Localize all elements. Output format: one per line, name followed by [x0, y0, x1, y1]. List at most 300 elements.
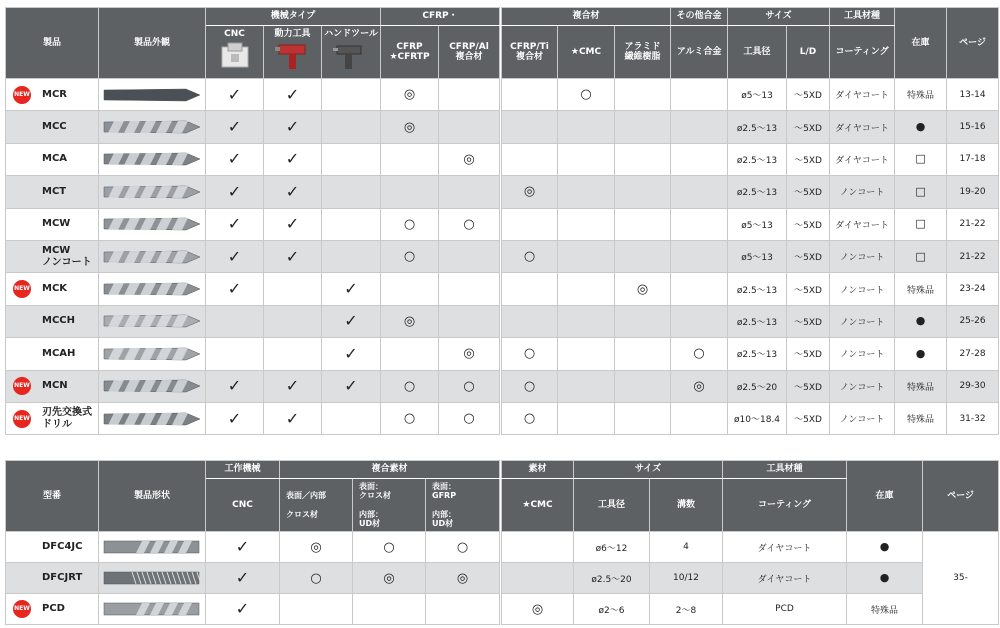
cell-cnc: [206, 402, 264, 434]
model-image-cell: [99, 563, 206, 594]
cell-cfrp-ti: [502, 79, 558, 111]
cell-aramid: [615, 402, 671, 434]
stock-value: 特殊品: [907, 91, 935, 102]
cell-diameter: ø2.5～13: [728, 111, 787, 143]
cell-page: 23-24: [947, 273, 999, 305]
mark-cfrp-al: ◎: [463, 346, 475, 362]
cell-coating: ダイヤコート: [830, 143, 895, 175]
cell-ld: ～5XD: [787, 143, 830, 175]
table-row: [6, 370, 500, 402]
cell-cnc: [206, 273, 264, 305]
cell-aramid: [615, 273, 671, 305]
header-tool-material: 工具材種: [830, 8, 895, 26]
header-cmc-2: ★CMC: [502, 479, 574, 532]
header-tool-material-2: 工具材種: [723, 461, 847, 479]
mark-power: ✓: [285, 149, 300, 169]
mark-power: ✓: [285, 181, 300, 201]
cell-power: [264, 305, 322, 337]
product-name: MCT: [42, 185, 67, 197]
cell-diameter: ø2.5～13: [728, 338, 787, 370]
mark-cnc: ✓: [227, 214, 242, 234]
product-name: MCN: [42, 380, 68, 392]
table-row: [6, 79, 500, 111]
product-name-cell: [6, 111, 99, 143]
header-machine-type: 機械タイプ: [206, 8, 381, 26]
cell-coating: ノンコート: [830, 402, 895, 434]
cell-cfrp-ti: [502, 208, 558, 240]
stock-value: ●: [915, 314, 926, 328]
cell-c3: [426, 563, 500, 594]
cell-cfrp-ti: [502, 240, 558, 272]
header-cfrp-cfrtp: CFRP ★CFRTP: [381, 26, 439, 79]
cell-cmc: [502, 563, 574, 594]
cell-power: [264, 370, 322, 402]
mark-cfrp: ○: [403, 378, 416, 394]
mark-cfrp-ti: ○: [523, 249, 536, 265]
product-name-cell: [6, 176, 99, 208]
cell-cnc: [206, 370, 264, 402]
drill-image: [102, 410, 202, 428]
header-cnc-2: CNC: [206, 479, 280, 532]
cell-hand: [322, 370, 381, 402]
mark-c2: ○: [383, 539, 395, 555]
stock-value: ●: [879, 571, 890, 584]
header-stock: 在庫: [895, 8, 947, 79]
cell-page: 21-22: [947, 240, 999, 272]
cell-cfrp-ti: [502, 143, 558, 175]
new-badge: NEW: [13, 377, 31, 395]
router-table-right: [501, 460, 999, 625]
cell-alu: [671, 305, 728, 337]
drill-image: [102, 86, 202, 104]
header-surface-cross-inner-ud: 表面： クロス材 内部： UD材: [353, 479, 426, 532]
header-hand-tool-label: ハンドツール: [324, 29, 378, 39]
mark-alu: ○: [693, 346, 705, 362]
cell-c2: [353, 532, 426, 563]
cell-page: 19-20: [947, 176, 999, 208]
product-name-cell: [6, 208, 99, 240]
product-name: MCA: [42, 153, 68, 165]
cell-c1: [280, 563, 353, 594]
cell-diameter: ø5～13: [728, 79, 787, 111]
new-badge: NEW: [13, 410, 31, 428]
cell-cnc: [206, 594, 280, 625]
product-image-cell: [99, 79, 206, 111]
router-image: [102, 569, 202, 587]
stock-value: 特殊品: [907, 382, 935, 393]
cell-cnc: [206, 338, 264, 370]
stock-value: ●: [879, 540, 890, 553]
cell-page: 35-: [923, 532, 999, 625]
cell-page: 15-16: [947, 111, 999, 143]
cell-flutes: 4: [650, 532, 723, 563]
stock-value: 特殊品: [870, 605, 898, 616]
table-row: [502, 370, 999, 402]
drill-image: [102, 150, 202, 168]
mark-cfrp-al: ○: [463, 378, 475, 394]
cell-c1: [280, 594, 353, 625]
mark-c1: ◎: [310, 539, 322, 555]
cell-page: 29-30: [947, 370, 999, 402]
mark-hand: ✓: [344, 279, 358, 299]
cell-aramid: [615, 370, 671, 402]
cell-alu: [671, 273, 728, 305]
cell-ld: ～5XD: [787, 111, 830, 143]
cell-cfrp: [381, 143, 439, 175]
header-cfrp-group: CFRP・: [381, 8, 500, 26]
cell-diameter: ø2～6: [574, 594, 650, 625]
table-row: [502, 338, 999, 370]
table-row: [6, 208, 500, 240]
cell-cnc: [206, 532, 280, 563]
cnc-machine-icon: [217, 41, 253, 71]
product-name: MCAH: [42, 347, 76, 359]
product-name-cell: [6, 240, 99, 272]
cell-diameter: ø10～18.4: [728, 402, 787, 434]
header-size-2: サイズ: [574, 461, 723, 479]
cell-cfrp: [381, 79, 439, 111]
mark-power: ✓: [285, 376, 300, 396]
cell-coating: ノンコート: [830, 370, 895, 402]
cell-page: 25-26: [947, 305, 999, 337]
product-name-cell: [6, 370, 99, 402]
drill-image: [102, 377, 202, 395]
drill-image: [102, 312, 202, 330]
cell-page: 21-22: [947, 208, 999, 240]
cell-cmc: [558, 208, 615, 240]
cell-cnc: [206, 240, 264, 272]
mark-cnc: ✓: [227, 149, 242, 169]
cell-cnc: [206, 79, 264, 111]
product-image-cell: [99, 208, 206, 240]
cell-cfrp: [381, 370, 439, 402]
model-image-cell: [99, 532, 206, 563]
mark-cnc: ✓: [227, 408, 242, 428]
cell-cmc: [558, 240, 615, 272]
cell-stock: [895, 402, 947, 434]
cell-power: [264, 111, 322, 143]
model-name-cell: [6, 594, 99, 625]
cell-alu: [671, 338, 728, 370]
mark-c1: ○: [310, 570, 322, 586]
cell-c2: [353, 594, 426, 625]
cell-aramid: [615, 79, 671, 111]
header-aramid: アラミド 繊維樹脂: [615, 26, 671, 79]
header-diameter-2: 工具径: [574, 479, 650, 532]
header-cnc-label: CNC: [224, 29, 245, 39]
cell-hand: [322, 402, 381, 434]
mark-cnc: ✓: [227, 84, 242, 104]
cell-ld: ～5XD: [787, 273, 830, 305]
cell-coating: PCD: [723, 594, 847, 625]
table-row: [6, 594, 500, 625]
cell-power: [264, 402, 322, 434]
stock-value: □: [915, 184, 926, 198]
mark-cfrp-al: ○: [463, 411, 475, 427]
cell-cfrp: [381, 176, 439, 208]
mark-cfrp: ◎: [403, 313, 416, 329]
cell-coating: ダイヤコート: [830, 208, 895, 240]
table-row: [6, 532, 500, 563]
cell-cfrp-al: [439, 79, 500, 111]
model-name: DFCJRT: [42, 572, 83, 583]
table-row: [6, 305, 500, 337]
cell-stock: [847, 594, 923, 625]
cell-aramid: [615, 338, 671, 370]
stock-value: □: [915, 249, 926, 263]
header-composite-material: 複合素材: [280, 461, 500, 479]
cell-cnc: [206, 305, 264, 337]
mark-cfrp-al: ○: [463, 216, 475, 232]
mark-cfrp-ti: ○: [523, 346, 536, 362]
header-model: 型番: [6, 461, 99, 532]
product-name-cell: [6, 143, 99, 175]
cell-cfrp-ti: [502, 111, 558, 143]
product-name: 刃先交換式 ドリル: [42, 406, 92, 430]
cell-cfrp-al: [439, 273, 500, 305]
cell-cfrp: [381, 305, 439, 337]
cell-power: [264, 240, 322, 272]
stock-value: □: [915, 217, 926, 231]
model-name-cell: [6, 532, 99, 563]
cell-cnc: [206, 208, 264, 240]
cell-power: [264, 208, 322, 240]
table-row: [502, 143, 999, 175]
mark-cfrp-ti: ○: [523, 378, 536, 394]
header-size: サイズ: [728, 8, 830, 26]
mark-power: ✓: [285, 117, 300, 137]
cell-alu: [671, 111, 728, 143]
cell-alu: [671, 176, 728, 208]
header-product: 製品: [6, 8, 99, 79]
stock-value: 特殊品: [907, 285, 935, 296]
table-row: [502, 79, 999, 111]
cell-ld: ～5XD: [787, 240, 830, 272]
product-image-cell: [99, 370, 206, 402]
cell-alu: [671, 402, 728, 434]
cell-stock: [847, 532, 923, 563]
router-image: [102, 538, 202, 556]
cell-flutes: 10/12: [650, 563, 723, 594]
cell-cfrp: [381, 240, 439, 272]
cell-cnc: [206, 143, 264, 175]
drill-image: [102, 248, 202, 266]
cell-power: [264, 176, 322, 208]
cell-cfrp: [381, 273, 439, 305]
product-image-cell: [99, 240, 206, 272]
table-row: [502, 208, 999, 240]
power-drill-icon: [275, 41, 311, 71]
mark-cfrp: ◎: [403, 87, 416, 103]
stock-value: □: [915, 152, 926, 166]
cell-cmc: [558, 111, 615, 143]
header-ld: L/D: [787, 26, 830, 79]
cell-cfrp-al: [439, 176, 500, 208]
drill-image: [102, 118, 202, 136]
table-row: [502, 111, 999, 143]
cell-coating: ダイヤコート: [830, 111, 895, 143]
mark-c3: ◎: [456, 570, 469, 586]
header-power-tool-label: 動力工具: [274, 29, 311, 39]
cell-cfrp-al: [439, 208, 500, 240]
table-row: [6, 240, 500, 272]
mark-hand: ✓: [344, 376, 358, 396]
product-name: MCR: [42, 88, 67, 100]
cell-diameter: ø2.5～20: [728, 370, 787, 402]
mark-c2: ◎: [383, 570, 395, 586]
mark-alu: ◎: [693, 378, 705, 394]
cell-cfrp: [381, 111, 439, 143]
cell-coating: ダイヤコート: [723, 532, 847, 563]
cell-cfrp-al: [439, 143, 500, 175]
cell-hand: [322, 305, 381, 337]
product-image-cell: [99, 111, 206, 143]
cell-aramid: [615, 143, 671, 175]
product-name: MCCH: [42, 315, 75, 327]
cell-cfrp-al: [439, 338, 500, 370]
cell-c3: [426, 594, 500, 625]
header-material: 素材: [502, 461, 574, 479]
cell-power: [264, 273, 322, 305]
mark-hand: ✓: [344, 311, 358, 331]
cell-cfrp-ti: [502, 402, 558, 434]
product-image-cell: [99, 176, 206, 208]
header-appearance: 製品外観: [99, 8, 206, 79]
header-stock-2: 在庫: [847, 461, 923, 532]
product-image-cell: [99, 143, 206, 175]
router-image: [102, 600, 202, 618]
cell-stock: [895, 338, 947, 370]
new-badge: NEW: [13, 86, 31, 104]
mark-cmc: ◎: [531, 601, 544, 617]
mark-cnc: ✓: [235, 537, 250, 556]
header-surface-gfrp-inner-ud: 表面： GFRP 内部： UD材: [426, 479, 500, 532]
cell-diameter: ø6～12: [574, 532, 650, 563]
cell-diameter: ø2.5～20: [574, 563, 650, 594]
cell-hand: [322, 338, 381, 370]
header-aluminum: アルミ合金: [671, 26, 728, 79]
cell-power: [264, 338, 322, 370]
cell-cnc: [206, 563, 280, 594]
cell-aramid: [615, 240, 671, 272]
header-machine-tool: 工作機械: [206, 461, 280, 479]
header-other-alloy: その他合金: [671, 8, 728, 26]
cell-ld: ～5XD: [787, 208, 830, 240]
cell-page: 17-18: [947, 143, 999, 175]
cell-power: [264, 79, 322, 111]
cell-cfrp-ti: [502, 305, 558, 337]
mark-cfrp: ◎: [403, 119, 416, 135]
cell-ld: ～5XD: [787, 79, 830, 111]
table-row: [502, 240, 999, 272]
cell-hand: [322, 111, 381, 143]
cell-ld: ～5XD: [787, 305, 830, 337]
cell-hand: [322, 79, 381, 111]
cell-cmc: [558, 176, 615, 208]
cell-page: 27-28: [947, 338, 999, 370]
cell-cfrp-ti: [502, 176, 558, 208]
mark-cfrp-al: ◎: [463, 151, 475, 167]
cell-hand: [322, 273, 381, 305]
header-coating: コーティング: [830, 26, 895, 79]
drill-image: [102, 345, 202, 363]
model-name: PCD: [42, 603, 65, 614]
drill-image: [102, 280, 202, 298]
cell-stock: [895, 273, 947, 305]
mark-cfrp-ti: ○: [523, 411, 536, 427]
table-row: [6, 143, 500, 175]
cell-hand: [322, 240, 381, 272]
header-page-2: ページ: [923, 461, 999, 532]
drill-image: [102, 183, 202, 201]
cell-alu: [671, 143, 728, 175]
product-name-cell: [6, 79, 99, 111]
cell-stock: [847, 563, 923, 594]
product-name: MCW ノンコート: [42, 244, 92, 268]
router-table-left: [5, 460, 500, 625]
cell-cfrp-al: [439, 370, 500, 402]
new-badge: NEW: [13, 600, 31, 618]
header-flutes: 溝数: [650, 479, 723, 532]
mark-cnc: ✓: [235, 568, 250, 587]
header-hand-tool: [322, 26, 381, 79]
product-image-cell: [99, 305, 206, 337]
product-image-cell: [99, 338, 206, 370]
cell-aramid: [615, 176, 671, 208]
cell-hand: [322, 208, 381, 240]
cell-page: 13-14: [947, 79, 999, 111]
cell-hand: [322, 176, 381, 208]
cell-ld: ～5XD: [787, 338, 830, 370]
cell-cfrp-al: [439, 240, 500, 272]
stock-value: ●: [915, 120, 926, 134]
mark-power: ✓: [285, 214, 300, 234]
cell-aramid: [615, 305, 671, 337]
cell-cmc: [558, 338, 615, 370]
cell-cfrp-ti: [502, 370, 558, 402]
mark-cfrp-ti: ◎: [523, 184, 536, 200]
product-image-cell: [99, 402, 206, 434]
header-page: ページ: [947, 8, 999, 79]
cell-diameter: ø2.5～13: [728, 143, 787, 175]
table-row: [502, 273, 999, 305]
hand-drill-icon: [333, 41, 369, 71]
model-name-cell: [6, 563, 99, 594]
mark-cfrp: ○: [403, 249, 416, 265]
cell-cfrp-al: [439, 305, 500, 337]
mark-power: ✓: [285, 408, 300, 428]
cell-diameter: ø2.5～13: [728, 176, 787, 208]
cell-cmc: [558, 402, 615, 434]
table-row: [502, 532, 999, 563]
table-row: [502, 402, 999, 434]
table-row: [6, 273, 500, 305]
cell-aramid: [615, 111, 671, 143]
mark-cnc: ✓: [227, 181, 242, 201]
cell-cmc: [502, 532, 574, 563]
header-shape: 製品形状: [99, 461, 206, 532]
table-row: [6, 402, 500, 434]
mark-cnc: ✓: [227, 376, 242, 396]
cell-stock: [895, 176, 947, 208]
drill-image: [102, 215, 202, 233]
cell-coating: ノンコート: [830, 240, 895, 272]
cell-cmc: [558, 273, 615, 305]
cell-stock: [895, 305, 947, 337]
cell-cfrp-ti: [502, 273, 558, 305]
cell-diameter: ø5～13: [728, 240, 787, 272]
cell-cmc: [502, 594, 574, 625]
